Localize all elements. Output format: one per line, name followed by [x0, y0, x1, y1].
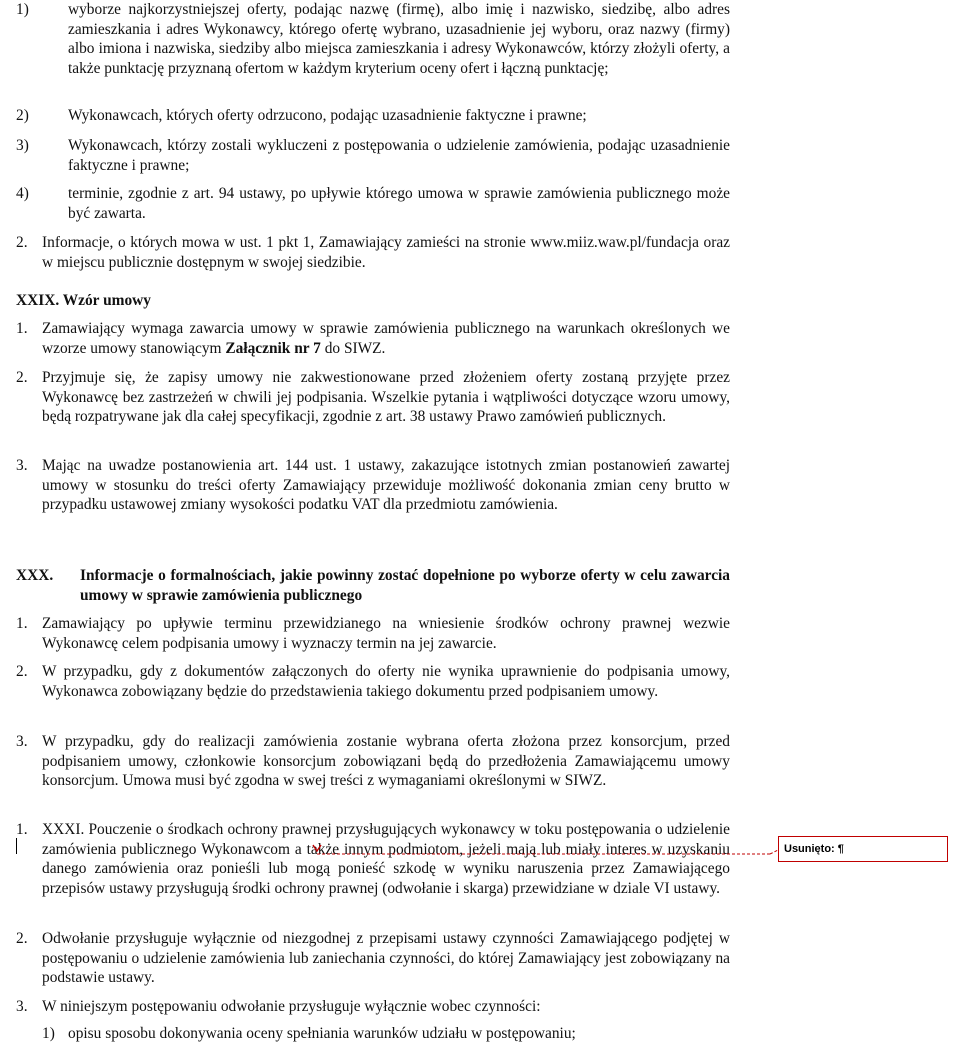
list-text: Odwołanie przysługuje wyłącznie od niezgodnej z przepisami ustawy czynności Zamawiającego podjętej w postępowaniu o udzielenie zamówienia lub zaniechania czynności, do której Zamawiający jest zobowiązany na podstawie ustawy. [42, 930, 730, 987]
list-number: 2. [16, 663, 28, 680]
xxix-item-3 [16, 456, 730, 515]
list-number: 3. [16, 733, 28, 750]
comment-connector [300, 842, 780, 862]
change-bar [16, 838, 17, 854]
list-text: W przypadku, gdy do realizacji zamówienia zostanie wybrana oferta złożona przez konsorcjum, przed podpisaniem umowy, członkowie konsorcjum zobowiązani będą do przedłożenia Zamawiającemu umowy konsorcjum. Umowa musi być zgodna w swej treści z wymaganiami określonymi w SIWZ. [42, 733, 730, 790]
list-text: opisu sposobu dokonywania oceny spełniania warunków udziału w postępowaniu; [68, 1025, 576, 1042]
xxxi-item-3 [16, 997, 730, 1017]
section-number: XXX. [16, 567, 54, 584]
section-title: Informacje o formalnościach, jakie powinny zostać dopełnione po wyborze oferty w celu zawarcia umowy w sprawie zamówienia publicznego [80, 567, 730, 604]
point-2 [16, 233, 730, 272]
list-item-1 [16, 0, 730, 78]
list-number: 4) [16, 185, 29, 202]
list-number: 1. [16, 320, 28, 337]
list-text: Informacje, o których mowa w ust. 1 pkt 1, Zamawiający zamieści na stronie www.miiz.waw.pl/fundacja oraz w miejscu publicznie dostępnym w swojej siedzibie. [42, 234, 730, 271]
list-text: wyborze najkorzystniejszej oferty, podając nazwę (firmę), albo imię i nazwisko, siedzibę, albo adres zamieszkania i adres Wykonawcy, którego ofertę wybrano, uzasadnienie jej wyboru, oraz nazwy (firmy) albo imiona i nazwiska, siedziby albo miejsca zamieszkania i adresy Wykonawców, którzy złożyli oferty, a także punktację przyznaną ofertom w każdym kryterium oceny ofert i łączną punktację; [68, 1, 730, 77]
list-text: XXXI. Pouczenie o środkach ochrony prawnej przysługujących wykonawcy w toku postępowania o udzielenie zamówienia publicznego Wykonawcom a także innym podmiotom, jeżeli mają lub miały interes w uzyskaniu danego zamówienia oraz ponieśli lub mogą ponieść szkodę w wyniku naruszenia przez Zamawiającego przepisów ustawy przysługują środki ochrony prawnej (odwołanie i skarga) przewidziane w dziale VI ustawy. [42, 821, 730, 897]
list-number: 2. [16, 369, 28, 386]
list-text: terminie, zgodnie z art. 94 ustawy, po upływie którego umowa w sprawie zamówienia publicznego może być zawarta. [68, 185, 730, 222]
list-item-3 [16, 136, 730, 175]
list-number: 1. [16, 615, 28, 632]
list-number: 3) [16, 137, 29, 154]
list-number: 3. [16, 457, 28, 474]
xxxi-subitem-1 [42, 1024, 732, 1044]
comment-balloon[interactable] [778, 836, 948, 862]
list-number: 2. [16, 234, 28, 251]
xxx-item-3 [16, 732, 730, 791]
list-number: 2) [16, 107, 29, 124]
list-number: 1. [16, 821, 28, 838]
xxx-item-1 [16, 614, 730, 653]
list-item-4 [16, 184, 730, 223]
list-text: Wykonawcach, których oferty odrzucono, podając uzasadnienie faktyczne i prawne; [68, 107, 587, 124]
xxix-item-2 [16, 368, 730, 427]
list-text: Mając na uwadze postanowienia art. 144 ust. 1 ustawy, zakazujące istotnych zmian postanowień zawartej umowy w stosunku do treści oferty Zamawiający przewiduje możliwość dokonania zmian ceny brutto w przypadku ustawowej zmiany wysokości podatku VAT dla przedmiotu zamówienia. [42, 457, 730, 514]
section-heading-xxx [16, 566, 730, 605]
xxx-item-2 [16, 662, 730, 701]
list-text: Zamawiający wymaga zawarcia umowy w sprawie zamówienia publicznego na warunkach określonych we wzorze umowy stanowiącym Załącznik nr 7 do SIWZ. [42, 320, 730, 357]
list-text: W niniejszym postępowaniu odwołanie przysługuje wyłącznie wobec czynności: [42, 998, 541, 1015]
list-number: 3. [16, 998, 28, 1015]
list-number: 1) [42, 1025, 55, 1042]
section-heading-xxix: XXIX. Wzór umowy [16, 292, 151, 309]
list-text: Zamawiający po upływie terminu przewidzianego na wniesienie środków ochrony prawnej wezwie Wykonawcę celem podpisania umowy i wyznaczy termin na jej zawarcie. [42, 615, 730, 652]
list-text: W przypadku, gdy z dokumentów załączonych do oferty nie wynika uprawnienie do podpisania umowy, Wykonawca zobowiązany będzie do przedstawienia takiego dokumentu przed podpisaniem umowy. [42, 663, 730, 700]
xxix-item-1 [16, 319, 730, 358]
list-item-2 [16, 106, 730, 126]
attachment-reference: Załącznik nr 7 [225, 339, 321, 357]
xxxi-item-2 [16, 929, 730, 988]
list-number: 1) [16, 1, 29, 18]
list-number: 2. [16, 930, 28, 947]
list-text: Przyjmuje się, że zapisy umowy nie zakwestionowane przed złożeniem oferty zostaną przyjęte przez Wykonawcę bez zastrzeżeń w chwili jej podpisania. Wszelkie pytania i wątpliwości dotyczące wzoru umowy, będą rozpatrywane jak dla całej specyfikacji, zgodnie z art. 38 ustawy Prawo zamówień publicznych. [42, 369, 730, 426]
comment-text: Usunięto: ¶ [784, 843, 844, 855]
list-text: Wykonawcach, którzy zostali wykluczeni z postępowania o udzielenie zamówienia, podając uzasadnienie faktyczne i prawne; [68, 137, 730, 174]
